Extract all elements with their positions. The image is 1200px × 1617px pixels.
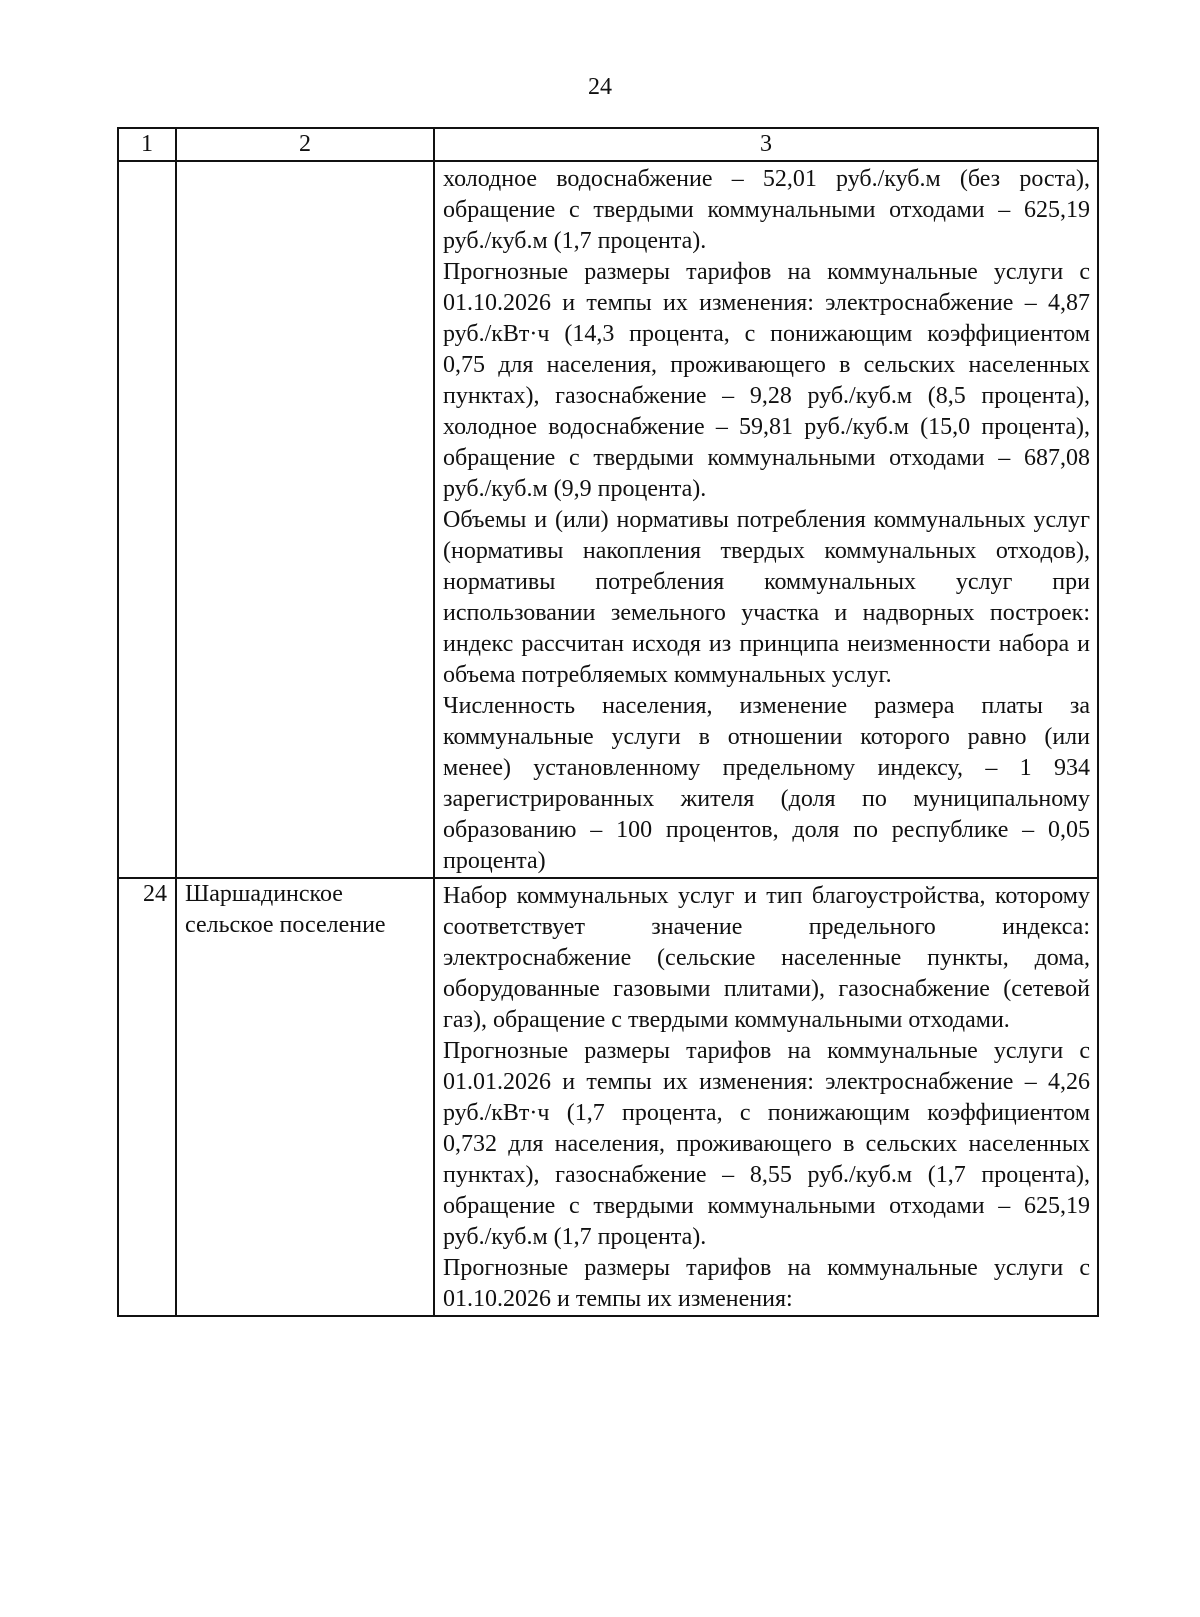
page-number: 24 [588,74,612,100]
row-number [118,161,176,878]
row-number: 24 [118,878,176,1316]
header-col-1: 1 [118,128,176,161]
tariff-description [434,878,1098,1316]
table-row [118,878,1098,1316]
paragraph: Прогнозные размеры тарифов на коммунальные услуги с 01.10.2026 и темпы их изменения: [443,1255,1090,1312]
header-col-2: 2 [176,128,434,161]
paragraph: Прогнозные размеры тарифов на коммунальные услуги с 01.01.2026 и темпы их изменения: электроснабжение – 4,26 руб./кВт·ч (1,7 процента, с понижающим коэффициентом 0,732 для населения, проживающего в сельских населенных пунктах), газоснабжение – 8,55 руб./куб.м (1,7 процента), обращение с твердыми коммунальными отходами – 625,19 руб./куб.м (1,7 процента). [443,1038,1090,1250]
paragraph: холодное водоснабжение – 52,01 руб./куб.м (без роста), обращение с твердыми коммунальными отходами – 625,19 руб./куб.м (1,7 процента). [443,166,1090,254]
header-col-3: 3 [434,128,1098,161]
table-header-row [118,128,1098,161]
settlement-name: Шаршадинское сельское поселение [176,878,434,1316]
paragraph: Объемы и (или) нормативы потребления коммунальных услуг (нормативы накопления твердых коммунальных отходов), нормативы потребления коммунальных услуг при использовании земельного участка и надворных построек: индекс рассчитан исходя из принципа неизменности набора и объема потребляемых коммунальных услуг. [443,507,1090,688]
paragraph: Набор коммунальных услуг и тип благоустройства, которому соответствует значение предельного индекса: электроснабжение (сельские населенные пункты, дома, оборудованные газовыми плитами), газоснабжение (сетевой газ), обращение с твердыми коммунальными отходами. [443,883,1090,1033]
tariff-table [117,127,1099,1317]
paragraph: Прогнозные размеры тарифов на коммунальные услуги с 01.10.2026 и темпы их изменения: электроснабжение – 4,87 руб./кВт·ч (14,3 процента, с понижающим коэффициентом 0,75 для населения, проживающего в сельских населенных пунктах), газоснабжение – 9,28 руб./куб.м (8,5 процента), холодное водоснабжение – 59,81 руб./куб.м (15,0 процента), обращение с твердыми коммунальными отходами – 687,08 руб./куб.м (9,9 процента). [443,259,1090,502]
table-row [118,161,1098,878]
paragraph: Численность населения, изменение размера платы за коммунальные услуги в отношении которого равно (или менее) установленному предельному индексу, – 1 934 зарегистрированных жителя (доля по муниципальному образованию – 100 процентов, доля по республике – 0,05 процента) [443,693,1090,874]
tariff-description [434,161,1098,878]
settlement-name [176,161,434,878]
